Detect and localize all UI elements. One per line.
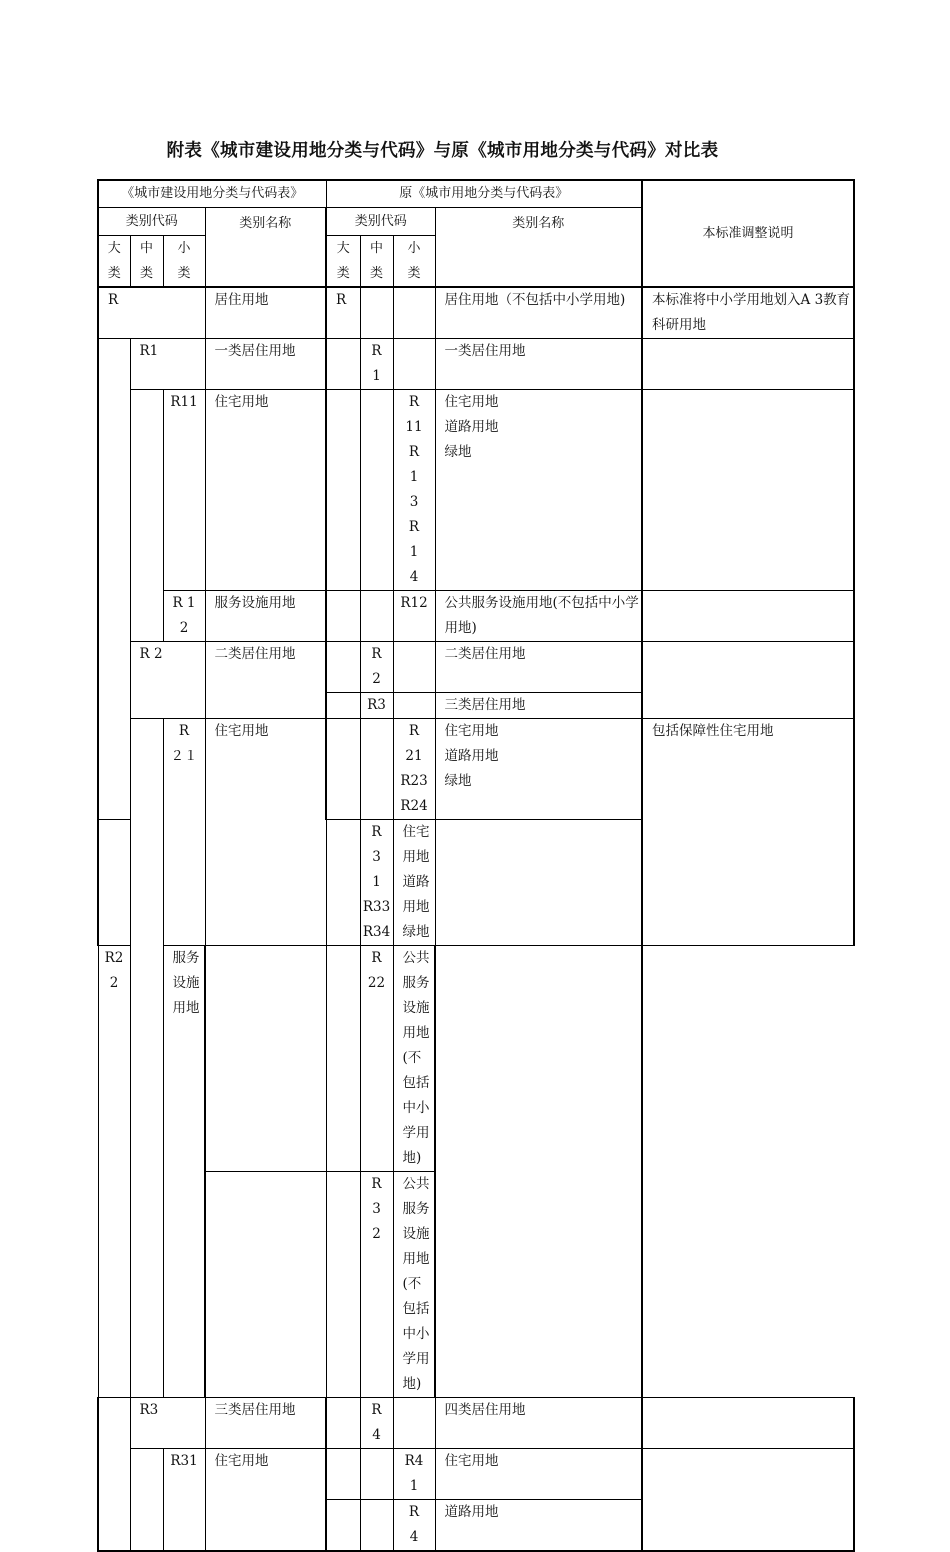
new-major-header: 大 类 <box>98 235 130 287</box>
old-name-road: 道路用地 <box>435 1500 642 1552</box>
note-r: 本标准将中小学用地划入A 3教育科研用地 <box>642 287 854 339</box>
table-row <box>98 287 854 339</box>
code-r11: R11 <box>163 390 205 591</box>
old-code-r1: R 1 <box>360 339 393 390</box>
old-name-r: 居住用地（不包括中小学用地) <box>435 287 642 339</box>
old-minor-header: 小 类 <box>393 235 435 287</box>
adjust-note-header: 本标准调整说明 <box>642 180 854 287</box>
code-r31: R31 <box>163 1449 205 1552</box>
old-code-r22: R 22 <box>360 946 393 1172</box>
code-r22: R2 2 <box>98 946 130 1398</box>
old-code-r: R <box>326 287 360 339</box>
code-r1: R1 <box>130 339 205 390</box>
code-r: R <box>98 287 205 339</box>
name-r11: 住宅用地 <box>205 390 326 591</box>
comparison-table <box>97 179 855 1552</box>
old-name-r3: 三类居住用地 <box>435 693 642 719</box>
old-code-header: 类别代码 <box>326 207 435 235</box>
name-r3-new: 三类居住用地 <box>205 1398 326 1449</box>
old-code-r2: R 2 <box>360 642 393 693</box>
table-row <box>98 339 854 390</box>
old-names-r11: 住宅用地 道路用地 绿地 <box>435 390 642 591</box>
table-row <box>98 946 854 1172</box>
new-name-header: 类别名称 <box>205 207 326 287</box>
code-r21: R ２１ <box>163 719 205 946</box>
table-row <box>98 1449 854 1500</box>
table-row <box>98 591 854 642</box>
old-codes-r21: R 21 R23 R24 <box>393 719 435 820</box>
name-r21: 住宅用地 <box>205 719 326 946</box>
old-table-header: 原《城市用地分类与代码表》 <box>326 180 642 207</box>
old-code-r3: R3 <box>360 693 393 719</box>
old-code-r4: R 4 <box>360 1398 393 1449</box>
new-minor-header: 小 类 <box>163 235 205 287</box>
name-r: 居住用地 <box>205 287 326 339</box>
old-name-r32: 公共服务设施用地(不包括中小学用地) <box>393 1172 435 1398</box>
old-names-r21: 住宅用地 道路用地 绿地 <box>435 719 642 820</box>
name-r2: 二类居住用地 <box>205 642 326 719</box>
note-r21: 包括保障性住宅用地 <box>642 719 854 946</box>
old-code-r32: R 3 2 <box>360 1172 393 1398</box>
old-codes-r21b: R 3 1 R33 R34 <box>360 820 393 946</box>
name-r12: 服务设施用地 <box>205 591 326 642</box>
page-title: 附表《城市建设用地分类与代码》与原《城市用地分类与代码》对比表 <box>166 141 719 161</box>
old-name-r22: 公共服务设施用地(不包括中小学用地) <box>393 946 435 1172</box>
old-name-r4: 四类居住用地 <box>435 1398 642 1449</box>
code-r3-new: R3 <box>130 1398 205 1449</box>
old-code-r41: R4 1 <box>393 1449 435 1500</box>
old-codes-r11: R 11 R 1 3 R 1 4 <box>393 390 435 591</box>
code-r2: R 2 <box>130 642 205 719</box>
table-row <box>98 390 854 591</box>
old-code-r12: R12 <box>393 591 435 642</box>
table-row <box>98 719 854 820</box>
old-major-header: 大 类 <box>326 235 360 287</box>
name-r31: 住宅用地 <box>205 1449 326 1552</box>
name-r1: 一类居住用地 <box>205 339 326 390</box>
table-row <box>98 1398 854 1449</box>
new-code-header: 类别代码 <box>98 207 205 235</box>
old-name-header: 类别名称 <box>435 207 642 287</box>
old-name-r41: 住宅用地 <box>435 1449 642 1500</box>
code-r12: R 1 2 <box>163 591 205 642</box>
old-names-r21b: 住宅用地 道路用地 绿地 <box>393 820 435 946</box>
table-row <box>98 642 854 693</box>
old-code-r4b: R 4 <box>393 1500 435 1552</box>
new-table-header: 《城市建设用地分类与代码表》 <box>98 180 326 207</box>
old-name-r1: 一类居住用地 <box>435 339 642 390</box>
old-middle-header: 中 类 <box>360 235 393 287</box>
new-middle-header: 中 类 <box>130 235 163 287</box>
old-name-r12: 公共服务设施用地(不包括中小学用地) <box>435 591 642 642</box>
name-r22: 服务设施用地 <box>163 946 205 1398</box>
old-name-r2: 二类居住用地 <box>435 642 642 693</box>
